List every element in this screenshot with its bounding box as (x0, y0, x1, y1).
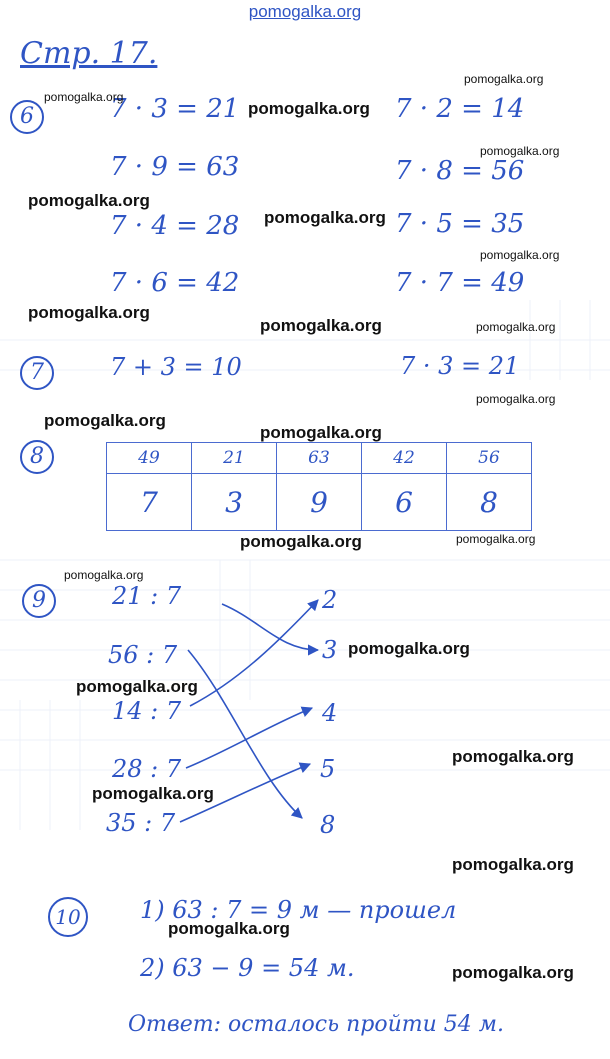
equation: 7 · 4 = 28 (110, 211, 240, 241)
table-cell: 9 (277, 474, 362, 531)
watermark: pomogalka.org (456, 532, 536, 546)
table-cell: 42 (362, 443, 447, 474)
division-expression: 14 : 7 (112, 697, 182, 725)
equation: 7 · 8 = 56 (395, 156, 525, 186)
watermark: pomogalka.org (452, 747, 574, 766)
watermark: pomogalka.org (476, 320, 556, 334)
exercise-number: 9 (32, 588, 46, 613)
watermark: pomogalka.org (28, 303, 150, 322)
table-cell: 56 (447, 443, 532, 474)
result-number: 8 (320, 811, 336, 839)
exercise-number: 10 (55, 905, 81, 929)
watermark: pomogalka.org (44, 90, 124, 104)
table-cell: 21 (192, 443, 277, 474)
equation: 7 · 6 = 42 (110, 268, 240, 298)
watermark: pomogalka.org (44, 411, 166, 430)
division-expression: 56 : 7 (108, 641, 178, 669)
arrow-21-to-3 (222, 604, 318, 650)
arrow-28-to-4 (186, 708, 312, 768)
site-brand-header[interactable]: pomogalka.org (248, 2, 362, 21)
solution-line: 1) 63 : 7 = 9 м — прошел (140, 896, 457, 924)
division-expression: 28 : 7 (112, 755, 182, 783)
division-expression: 35 : 7 (106, 809, 176, 837)
watermark: pomogalka.org (476, 392, 556, 406)
watermark: pomogalka.org (480, 144, 560, 158)
arrow-14-to-2 (190, 600, 318, 706)
table-cell: 6 (362, 474, 447, 531)
result-number: 3 (322, 636, 338, 664)
watermark: pomogalka.org (240, 532, 362, 551)
watermark: pomogalka.org (464, 72, 544, 86)
table-cell: 7 (107, 474, 192, 531)
watermark: pomogalka.org (92, 784, 214, 803)
table-cell: 49 (107, 443, 192, 474)
result-number: 5 (320, 755, 336, 783)
watermark: pomogalka.org (452, 855, 574, 874)
watermark: pomogalka.org (260, 423, 382, 442)
page-reference: Стр. 17. (20, 36, 158, 71)
table-cell: 8 (447, 474, 532, 531)
exercise-number: 7 (30, 360, 44, 385)
equation: 7 + 3 = 10 (110, 353, 242, 381)
watermark: pomogalka.org (64, 568, 144, 582)
exercise-number: 6 (20, 104, 34, 129)
result-number: 4 (322, 699, 338, 727)
exercise-number-circle (48, 897, 88, 937)
table-cell: 3 (192, 474, 277, 531)
equation: 7 · 9 = 63 (110, 152, 240, 182)
watermark: pomogalka.org (76, 677, 198, 696)
solution-line: 2) 63 − 9 = 54 м. (140, 954, 355, 982)
equation: 7 · 7 = 49 (395, 268, 525, 298)
watermark: pomogalka.org (168, 919, 290, 938)
equation: 7 · 3 = 21 (110, 94, 240, 124)
equation: 7 · 5 = 35 (395, 209, 525, 239)
watermark: pomogalka.org (248, 99, 370, 118)
watermark: pomogalka.org (452, 963, 574, 982)
watermark: pomogalka.org (260, 316, 382, 335)
watermark: pomogalka.org (28, 191, 150, 210)
table-cell: 63 (277, 443, 362, 474)
equation: 7 · 2 = 14 (395, 94, 525, 124)
equation: 7 · 3 = 21 (400, 352, 520, 380)
division-expression: 21 : 7 (112, 582, 182, 610)
watermark: pomogalka.org (480, 248, 560, 262)
watermark: pomogalka.org (264, 208, 386, 227)
result-number: 2 (322, 586, 338, 614)
watermark: pomogalka.org (348, 639, 470, 658)
exercise-number: 8 (30, 444, 44, 469)
answer-line: Ответ: осталось пройти 54 м. (128, 1012, 504, 1037)
